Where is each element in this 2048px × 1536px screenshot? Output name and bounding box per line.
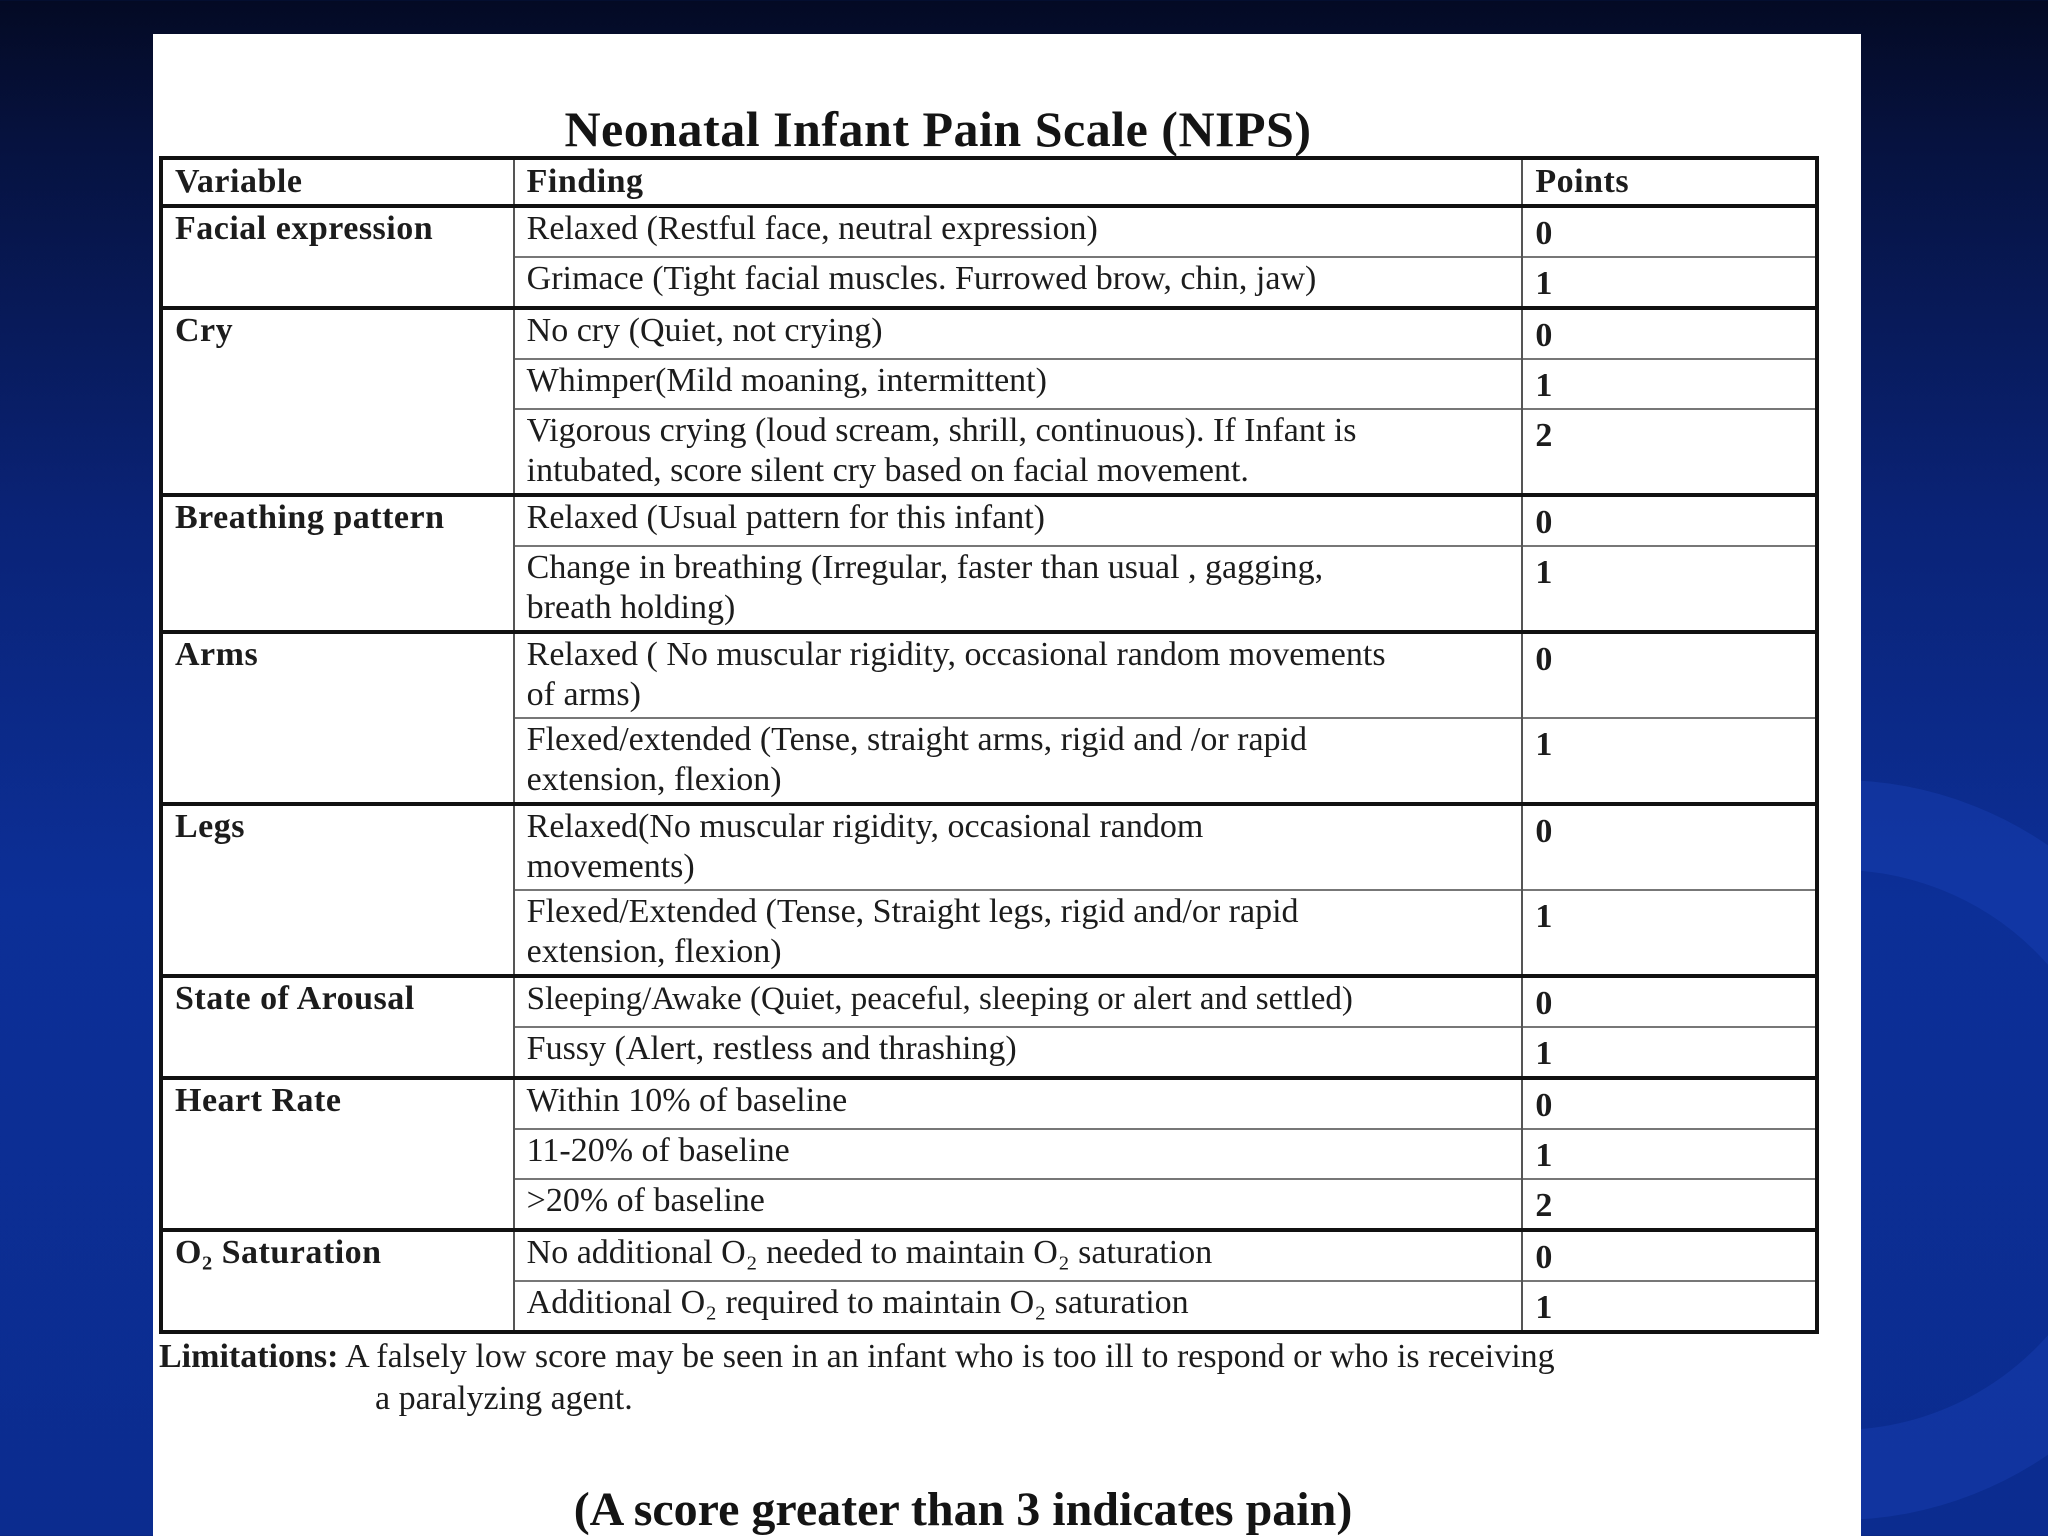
finding-cell: Relaxed(No muscular rigidity, occasional random movements) <box>514 804 1523 890</box>
column-header-variable: Variable <box>161 158 514 206</box>
finding-cell: >20% of baseline <box>514 1179 1523 1230</box>
finding-cell: No additional O₂ needed to maintain O₂ saturation <box>514 1230 1523 1281</box>
finding-cell: Grimace (Tight facial muscles. Furrowed brow, chin, jaw) <box>514 257 1523 308</box>
points-cell: 0 <box>1522 206 1817 257</box>
points-cell: 0 <box>1522 308 1817 359</box>
points-cell: 0 <box>1522 495 1817 546</box>
limitations-text-line1: A falsely low score may be seen in an infant who is too ill to respond or who is receiving <box>345 1338 1555 1375</box>
variable-cell: State of Arousal <box>161 976 514 1078</box>
limitations-text-line2: a paralyzing agent. <box>375 1380 633 1417</box>
variable-cell: Legs <box>161 804 514 976</box>
variable-cell: Arms <box>161 632 514 804</box>
finding-cell: Sleeping/Awake (Quiet, peaceful, sleeping or alert and settled) <box>514 976 1523 1027</box>
finding-cell: Within 10% of baseline <box>514 1078 1523 1129</box>
finding-cell: Relaxed (Usual pattern for this infant) <box>514 495 1523 546</box>
finding-cell: Flexed/extended (Tense, straight arms, rigid and /or rapid extension, flexion) <box>514 718 1523 804</box>
finding-cell: Relaxed (Restful face, neutral expression) <box>514 206 1523 257</box>
nips-table <box>159 156 1819 1334</box>
finding-cell: Vigorous crying (loud scream, shrill, continuous). If Infant is intubated, score silent cry based on facial movement. <box>514 409 1523 495</box>
points-cell: 2 <box>1522 409 1817 495</box>
points-cell: 0 <box>1522 976 1817 1027</box>
points-cell: 2 <box>1522 1179 1817 1230</box>
column-header-finding: Finding <box>514 158 1523 206</box>
table-row <box>161 632 1817 718</box>
points-cell: 1 <box>1522 1027 1817 1078</box>
column-header-points: Points <box>1522 158 1817 206</box>
points-cell: 0 <box>1522 1078 1817 1129</box>
table-header-row <box>161 158 1817 206</box>
points-cell: 1 <box>1522 359 1817 409</box>
table-row <box>161 1230 1817 1281</box>
points-cell: 1 <box>1522 1281 1817 1332</box>
points-cell: 0 <box>1522 804 1817 890</box>
variable-cell: Cry <box>161 308 514 495</box>
finding-cell: Fussy (Alert, restless and thrashing) <box>514 1027 1523 1078</box>
finding-cell: Whimper(Mild moaning, intermittent) <box>514 359 1523 409</box>
finding-cell: Relaxed ( No muscular rigidity, occasional random movements of arms) <box>514 632 1523 718</box>
finding-cell: Flexed/Extended (Tense, Straight legs, rigid and/or rapid extension, flexion) <box>514 890 1523 976</box>
finding-cell: Additional O₂ required to maintain O₂ saturation <box>514 1281 1523 1332</box>
variable-cell: Facial expression <box>161 206 514 308</box>
document-sheet <box>153 34 1861 1536</box>
table-row <box>161 495 1817 546</box>
variable-cell: O₂ Saturation <box>161 1230 514 1332</box>
points-cell: 0 <box>1522 1230 1817 1281</box>
table-row <box>161 206 1817 257</box>
points-cell: 0 <box>1522 632 1817 718</box>
score-threshold-note: (A score greater than 3 indicates pain) <box>573 1483 1353 1536</box>
table-row <box>161 804 1817 890</box>
table-row <box>161 308 1817 359</box>
points-cell: 1 <box>1522 718 1817 804</box>
points-cell: 1 <box>1522 1129 1817 1179</box>
variable-cell: Breathing pattern <box>161 495 514 632</box>
table-row <box>161 1078 1817 1129</box>
table-row <box>161 976 1817 1027</box>
points-cell: 1 <box>1522 890 1817 976</box>
limitations-note <box>159 1336 1779 1420</box>
finding-cell: Change in breathing (Irregular, faster than usual , gagging, breath holding) <box>514 546 1523 632</box>
limitations-label: Limitations: <box>159 1338 339 1375</box>
points-cell: 1 <box>1522 546 1817 632</box>
finding-cell: No cry (Quiet, not crying) <box>514 308 1523 359</box>
points-cell: 1 <box>1522 257 1817 308</box>
finding-cell: 11-20% of baseline <box>514 1129 1523 1179</box>
page-title: Neonatal Infant Pain Scale (NIPS) <box>564 101 1312 157</box>
variable-cell: Heart Rate <box>161 1078 514 1230</box>
